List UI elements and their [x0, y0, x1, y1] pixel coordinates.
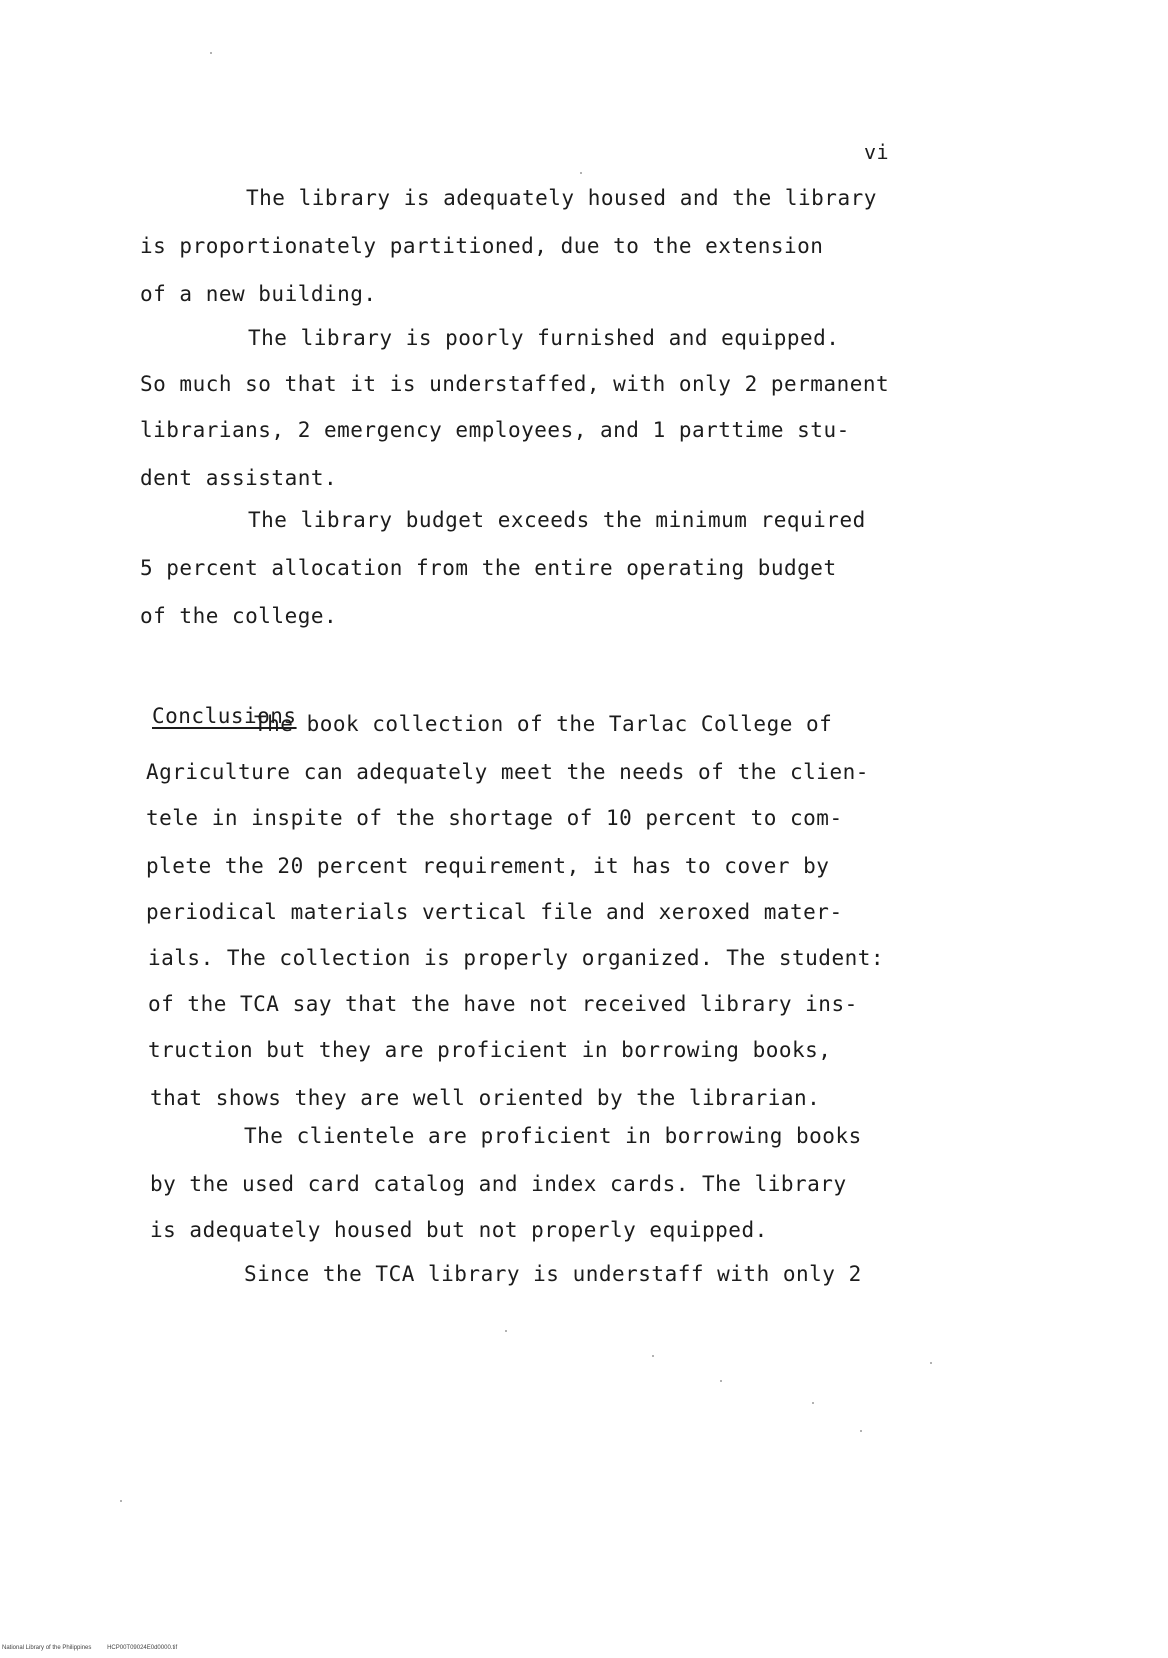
conclusions-heading: Conclusions: [152, 704, 297, 728]
conclusions-1-line-5: periodical materials vertical file and xeroxed mater-: [146, 900, 843, 924]
scan-speck: [860, 1430, 862, 1432]
scan-speck: [930, 1362, 932, 1364]
scan-speck: [720, 1380, 722, 1382]
conclusions-1-line-8: truction but they are proficient in borrowing books,: [148, 1038, 832, 1062]
paragraph-2-line-4: dent assistant.: [140, 466, 338, 490]
scan-footer: [2, 1645, 191, 1651]
conclusions-1-line-4: plete the 20 percent requirement, it has to cover by: [146, 854, 830, 878]
conclusions-1-line-1: The book collection of the Tarlac College of: [254, 712, 833, 736]
paragraph-1-line-2: is proportionately partitioned, due to the extension: [140, 234, 824, 258]
footer-file-id: HCP00T09024E0d0000.tif: [107, 1645, 178, 1651]
paragraph-1-line-3: of a new building.: [140, 282, 377, 306]
paragraph-3-line-1: The library budget exceeds the minimum required: [248, 508, 866, 532]
page-number: vi: [864, 140, 890, 164]
footer-source: National Library of the Philippines: [2, 1645, 92, 1651]
conclusions-1-line-3: tele in inspite of the shortage of 10 percent to com-: [146, 806, 843, 830]
conclusions-2-line-1: The clientele are proficient in borrowing books: [244, 1124, 862, 1148]
scan-speck: [652, 1355, 654, 1357]
paragraph-1-line-1: The library is adequately housed and the library: [246, 186, 877, 210]
scan-speck: [210, 52, 212, 54]
conclusions-3-line-1: Since the TCA library is understaff with only 2: [244, 1262, 862, 1286]
conclusions-2-line-3: is adequately housed but not properly equipped.: [150, 1218, 768, 1242]
paragraph-3-line-3: of the college.: [140, 604, 338, 628]
paragraph-2-line-2: So much so that it is understaffed, with only 2 permanent: [140, 372, 890, 396]
conclusions-1-line-6: ials. The collection is properly organized. The student:: [148, 946, 885, 970]
paragraph-2-line-1: The library is poorly furnished and equipped.: [248, 326, 840, 350]
conclusions-1-line-7: of the TCA say that the have not received library ins-: [148, 992, 858, 1016]
scan-speck: [580, 172, 582, 174]
scan-speck: [120, 1500, 122, 1502]
scan-speck: [812, 1402, 814, 1404]
conclusions-1-line-9: that shows they are well oriented by the librarian.: [150, 1086, 821, 1110]
paragraph-2-line-3: librarians, 2 emergency employees, and 1 parttime stu-: [140, 418, 850, 442]
paragraph-3-line-2: 5 percent allocation from the entire operating budget: [140, 556, 837, 580]
scan-speck: [505, 1330, 507, 1332]
conclusions-1-line-2: Agriculture can adequately meet the needs of the clien-: [146, 760, 869, 784]
conclusions-2-line-2: by the used card catalog and index cards. The library: [150, 1172, 847, 1196]
